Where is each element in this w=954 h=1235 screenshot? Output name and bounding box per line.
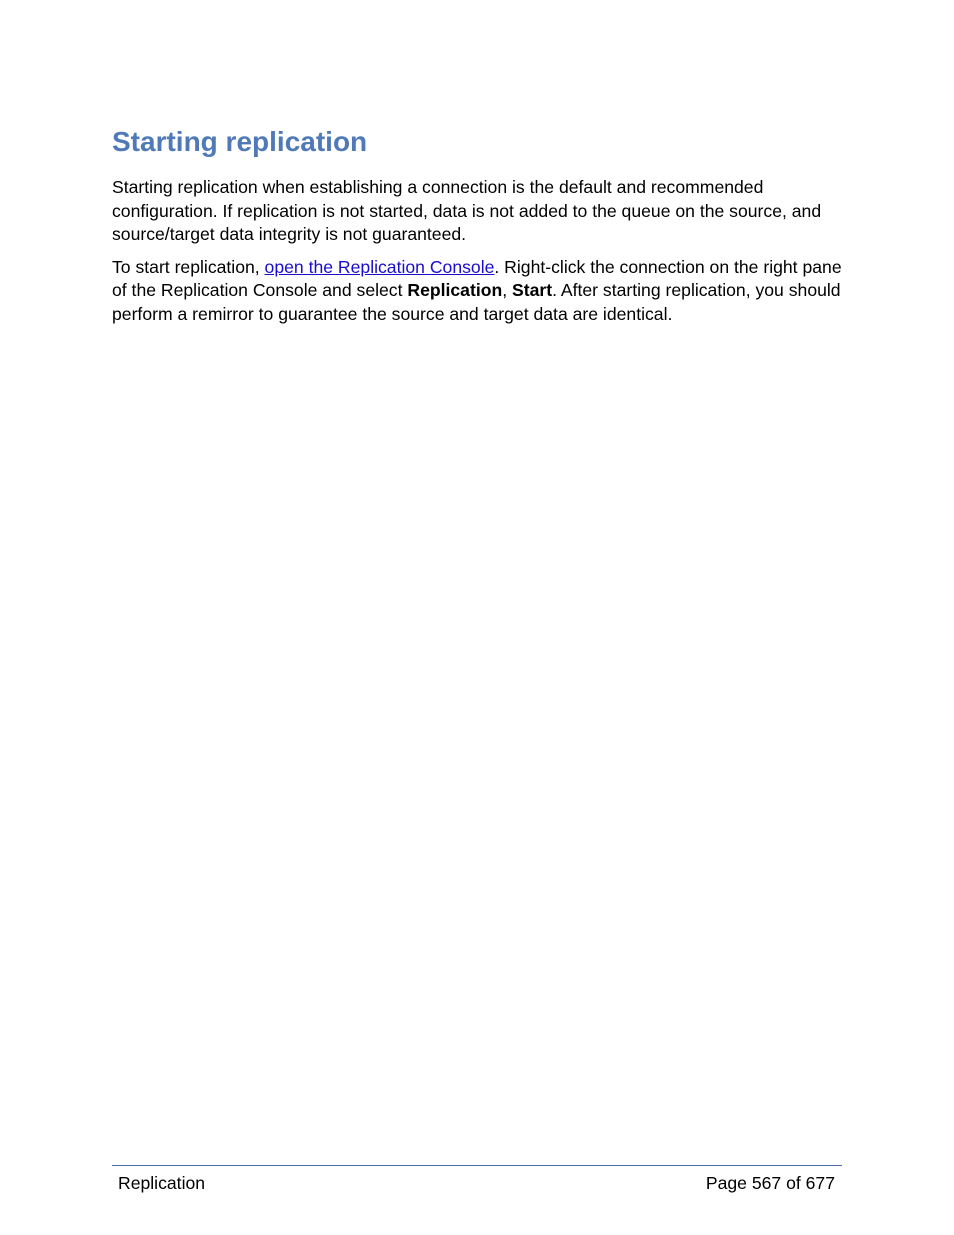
- menu-term-replication: Replication: [407, 280, 503, 300]
- instructions-text-start: To start replication,: [112, 256, 265, 277]
- instructions-paragraph: [112, 256, 847, 327]
- menu-term-separator: ,: [502, 280, 512, 300]
- page-content: [112, 124, 847, 326]
- footer-page-number: Page 567 of 677: [705, 1173, 835, 1193]
- menu-term-start: Start: [511, 280, 553, 300]
- open-replication-console-link[interactable]: open the Replication Console: [264, 256, 495, 277]
- footer-section-name: Replication: [118, 1173, 206, 1193]
- intro-paragraph: Starting replication when establishing a connection is the default and recommended configuration. If replication is not started, data is not added to the queue on the source, and source/target data integrity is not guaranteed.: [112, 177, 822, 244]
- section-heading: Starting replication: [112, 126, 368, 157]
- instructions-text-middle: . Right-click the connection on the right pane of the Replication Console and select: [112, 256, 842, 300]
- instructions-text-end: . After starting replication, you should perform a remirror to guarantee the source and target data are identical.: [112, 280, 841, 324]
- footer-divider: [112, 1165, 842, 1166]
